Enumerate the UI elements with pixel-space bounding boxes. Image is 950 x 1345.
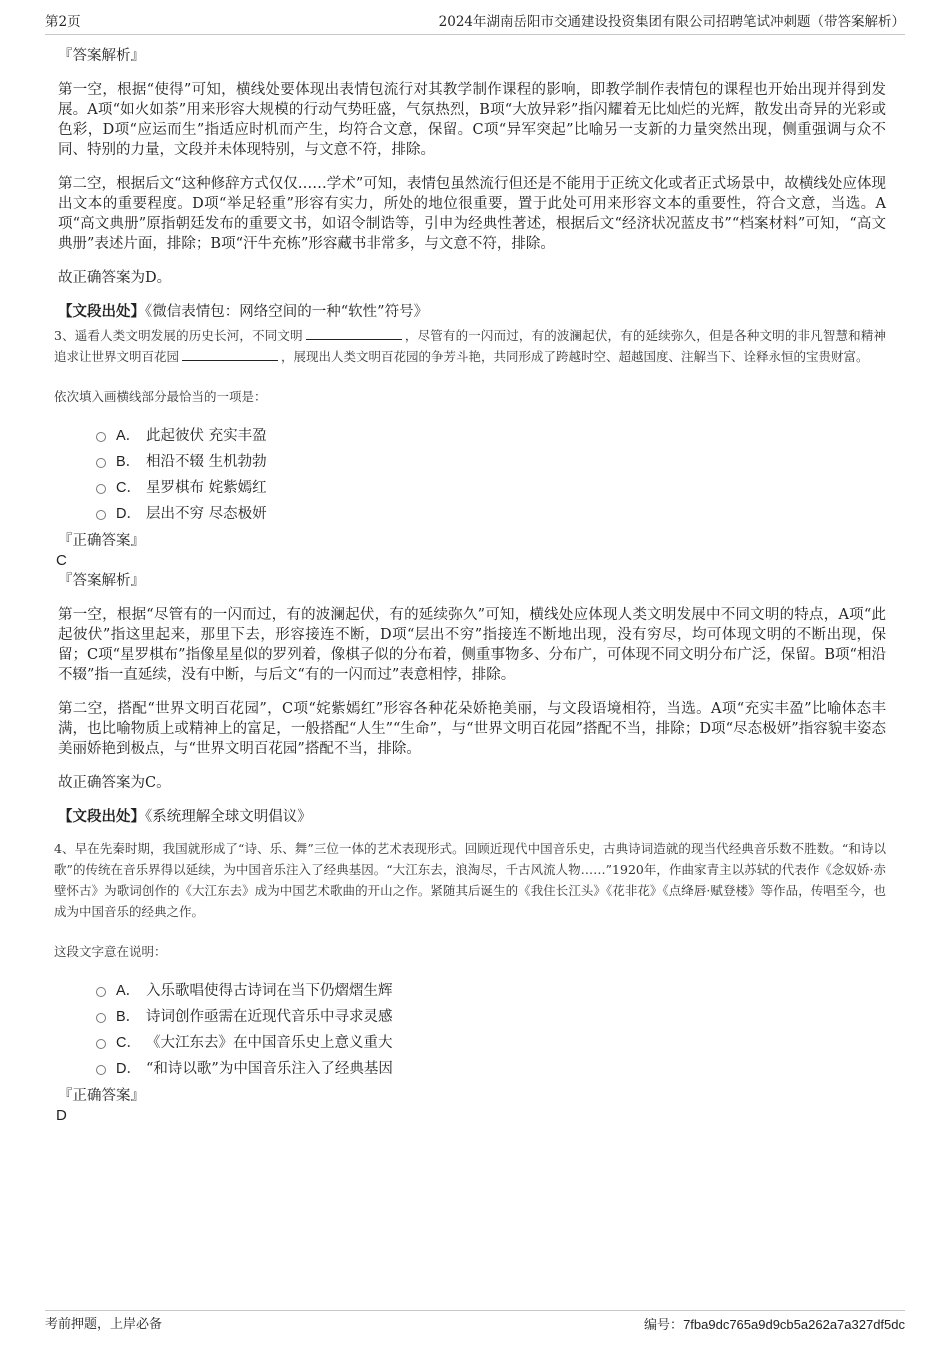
document-code — [644, 1316, 905, 1335]
source-title: 《系统理解全球文明倡议》 — [145, 809, 312, 825]
question-text-part: 3、遥看人类文明发展的历史长河，不同文明 — [54, 328, 303, 343]
option-text: 《大江东去》在中国音乐史上意义重大 — [146, 1034, 393, 1051]
option-c[interactable] — [96, 1028, 886, 1054]
radio-icon[interactable] — [96, 1065, 106, 1075]
radio-icon[interactable] — [96, 458, 106, 468]
option-text: 层出不穷 尽态极妍 — [146, 505, 267, 522]
analysis-paragraph: 第二空，搭配“世界文明百花园”，C项“姹紫嫣红”形容各种花朵娇艳美丽，与文段语境相符，当选。A项“充实丰盈”比喻体态丰满，也比喻物质上或精神上的富足，一般搭配“人生”“生命”，与“世界文明百花园”搭配不当，排除；D项“尽态极妍”指容貌丰姿态美丽娇艳到极点，与“世界文明百花园”搭配不当，排除。 — [58, 701, 886, 757]
fill-blank — [306, 327, 402, 340]
analysis-heading: 『答案解析』 — [58, 48, 145, 64]
radio-icon[interactable] — [96, 484, 106, 494]
option-letter: D． — [116, 1060, 141, 1077]
source-label: 【文段出处】 — [58, 808, 145, 825]
analysis-conclusion: 故正确答案为C。 — [58, 775, 171, 791]
source-citation — [58, 807, 886, 827]
source-title: 《微信表情包：网络空间的一种“软性”符号》 — [145, 304, 429, 320]
option-d[interactable] — [96, 1054, 886, 1080]
option-letter: B． — [116, 1008, 141, 1025]
option-list — [96, 421, 886, 525]
option-b[interactable] — [96, 1002, 886, 1028]
option-letter: A． — [116, 427, 141, 444]
option-letter: A． — [116, 982, 141, 999]
analysis-paragraph: 第一空，根据“尽管有的一闪而过，有的波澜起伏，有的延续弥久”可知，横线处应体现人类文明发展中不同文明的特点，A项“此起彼伏”指这里起来，那里下去，形容接连不断，D项“层出不穷”指接连不断地出现，没有穷尽，均可体现文明的不断出现，保留；C项“星罗棋布”指像星星似的罗列着，像棋子似的分布着，侧重事物多、分布广，可体现不同文明分布广泛，保留。B项“相沿不辍”指一直延续，没有中断，与后文“有的一闪而过”表意相悖，排除。 — [58, 607, 886, 683]
option-d[interactable] — [96, 499, 886, 525]
page-header — [45, 12, 905, 35]
correct-answer: C — [56, 552, 67, 569]
question-4 — [56, 838, 886, 1126]
option-text: 此起彼伏 充实丰盈 — [146, 427, 267, 444]
analysis-heading: 『答案解析』 — [58, 573, 145, 589]
page-content — [56, 46, 886, 1126]
radio-icon[interactable] — [96, 510, 106, 520]
option-letter: C． — [116, 479, 141, 496]
code-label: 编号： — [644, 1318, 684, 1333]
radio-icon[interactable] — [96, 1039, 106, 1049]
page-footer — [45, 1310, 905, 1333]
page-number: 第2页 — [45, 14, 81, 30]
analysis-paragraph: 第二空，根据后文“这种修辞方式仅仅……学术”可知，表情包虽然流行但还是不能用于正统文化或者正式场景中，故横线处应体现出文本的重要程度。D项“举足轻重”形容有实力，所处的地位很重要，置于此处可用来形容文本的重要性，符合文意，当选。A项“高文典册”原指朝廷发布的重要文书，如诏令制诰等，引申为经典性著述，根据后文“经济状况蓝皮书”“档案材料”可知，“高文典册”表述片面，排除；B项“汗牛充栋”形容藏书非常多，与文意不符，排除。 — [58, 176, 886, 252]
question-prompt: 依次填入画横线部分最恰当的一项是： — [54, 389, 267, 404]
radio-icon[interactable] — [96, 1013, 106, 1023]
code-value: 7fba9dc765a9d9cb5a262a7a327df5dc — [683, 1317, 905, 1332]
option-list — [96, 976, 886, 1080]
correct-answer: D — [56, 1107, 67, 1124]
option-text: 相沿不辍 生机勃勃 — [146, 453, 267, 470]
option-text: 入乐歌唱使得古诗词在当下仍熠熠生辉 — [146, 982, 393, 999]
q2-analysis — [56, 46, 886, 322]
document-title: 2024年湖南岳阳市交通建设投资集团有限公司招聘笔试冲刺题（带答案解析） — [438, 14, 905, 30]
correct-answer-heading: 『正确答案』 — [58, 533, 145, 549]
fill-blank — [182, 348, 278, 361]
question-text-part: ，尽管有的一闪而过，有的波澜起伏，有的延续弥久，但是各种文明的非凡智慧和精神追求让世界文明百花园 — [54, 328, 886, 364]
option-c[interactable] — [96, 473, 886, 499]
option-a[interactable] — [96, 421, 886, 447]
option-b[interactable] — [96, 447, 886, 473]
question-text-part: ，展现出人类文明百花园的争芳斗艳，共同形成了跨越时空、超越国度、注解当下、诠释永恒的宝贵财富。 — [281, 349, 869, 364]
question-text: 4、早在先秦时期，我国就形成了“诗、乐、舞”三位一体的艺术表现形式。回顾近现代中国音乐史，古典诗词造就的现当代经典音乐数不胜数。“和诗以歌”的传统在音乐界得以延续，为中国音乐注入了经典基因。“大江东去，浪淘尽，千古风流人物……”1920年，作曲家青主以苏轼的代表作《念奴娇·赤壁怀古》为歌词创作的《大江东去》成为中国艺术歌曲的开山之作。紧随其后诞生的《我住长江头》《花非花》《点绛唇·赋登楼》等作品，传唱至今，也成为中国音乐的经典之作。 — [54, 841, 886, 919]
question-3 — [56, 325, 886, 827]
analysis-conclusion: 故正确答案为D。 — [58, 270, 172, 286]
option-text: 星罗棋布 姹紫嫣红 — [146, 479, 267, 496]
source-label: 【文段出处】 — [58, 303, 145, 320]
analysis-paragraph: 第一空，根据“使得”可知，横线处要体现出表情包流行对其教学制作课程的影响，即教学制作表情包的课程也开始出现并得到发展。A项“如火如荼”用来形容大规模的行动气势旺盛，气氛热烈，B项“大放异彩”指闪耀着无比灿烂的光辉，散发出奇异的光彩或色彩，D项“应运而生”指适应时机而产生，均符合文意，保留。C项“异军突起”比喻另一支新的力量突然出现，侧重强调与众不同、特别的力量，文段并未体现特别，与文意不符，排除。 — [58, 82, 886, 158]
option-letter: D． — [116, 505, 141, 522]
option-text: 诗词创作亟需在近现代音乐中寻求灵感 — [146, 1008, 393, 1025]
option-letter: C． — [116, 1034, 141, 1051]
question-prompt: 这段文字意在说明： — [54, 944, 167, 959]
source-citation — [58, 302, 886, 322]
radio-icon[interactable] — [96, 987, 106, 997]
option-text: “和诗以歌”为中国音乐注入了经典基因 — [146, 1060, 393, 1077]
radio-icon[interactable] — [96, 432, 106, 442]
correct-answer-heading: 『正确答案』 — [58, 1088, 145, 1104]
option-a[interactable] — [96, 976, 886, 1002]
question-text — [54, 325, 886, 367]
option-letter: B． — [116, 453, 141, 470]
footer-slogan: 考前押题，上岸必备 — [45, 1317, 163, 1332]
